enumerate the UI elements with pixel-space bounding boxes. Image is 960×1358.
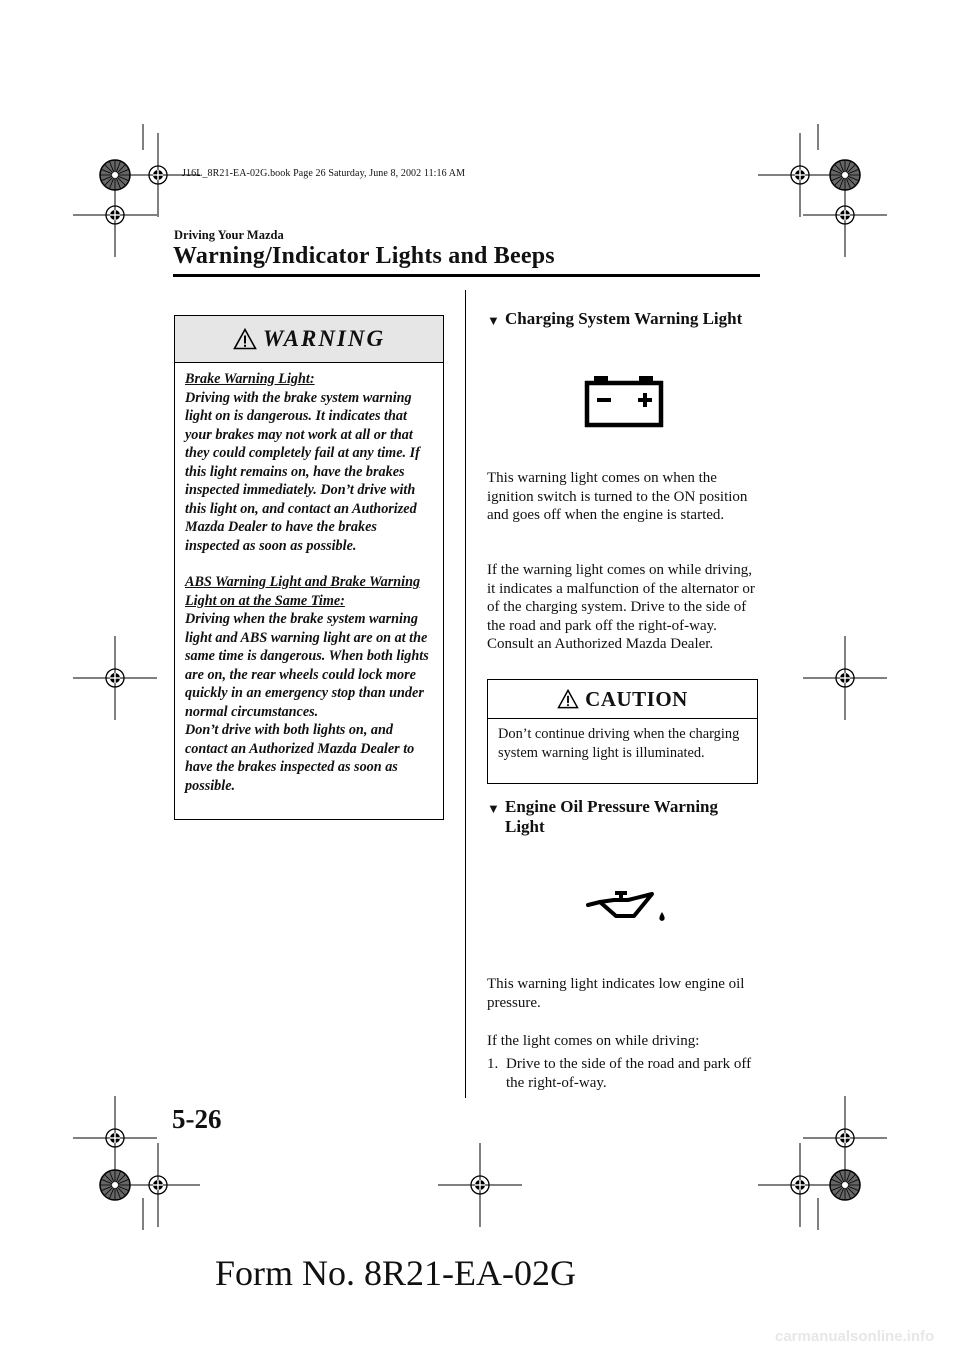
battery-icon xyxy=(584,376,664,428)
charging-paragraph-1: This warning light comes on when the ignition switch is turned to the ON position and goes off when the engine is started. xyxy=(487,470,748,524)
page-title: Warning/Indicator Lights and Beeps xyxy=(173,243,555,269)
page-number: 5-26 xyxy=(172,1104,222,1134)
warning-text-brake: Driving with the brake system warning light on is dangerous. It indicates that your brakes may not work at all or that they could completely fail at any time. If this light remains on, have the brakes inspected immediately. Don’t drive with this light on, and contact an Authorized Mazda Dealer to have the brakes inspected as soon as possible. xyxy=(185,389,420,554)
section-triangle-icon: ▼ xyxy=(487,313,500,328)
oil-can-icon xyxy=(586,890,670,926)
oil-step-1 xyxy=(487,1055,762,1092)
book-file-info: J16L_8R21-EA-02G.book Page 26 Saturday, June 8, 2002 11:16 AM xyxy=(182,168,466,179)
warning-text-contact: Don’t drive with both lights on, and contact an Authorized Mazda Dealer to have the brakes inspected as soon as possible. xyxy=(185,722,415,794)
column-divider xyxy=(465,290,466,1098)
warning-subheading-brake: Brake Warning Light: xyxy=(185,371,315,387)
warning-label: WARNING xyxy=(262,326,386,351)
caution-label: CAUTION xyxy=(585,686,688,711)
warning-subheading-abs: ABS Warning Light and Brake Warning Light on at the Same Time: xyxy=(185,574,421,609)
warning-header xyxy=(175,316,443,363)
warning-body xyxy=(175,363,443,795)
caution-box xyxy=(487,679,758,784)
charging-heading-text: Charging System Warning Light xyxy=(505,309,743,328)
charging-heading xyxy=(487,309,762,331)
oil-paragraph-1: This warning light indicates low engine oil pressure. xyxy=(487,976,745,1011)
exclamation-triangle-icon xyxy=(557,689,579,709)
warning-box xyxy=(174,315,444,820)
title-divider xyxy=(173,274,760,277)
oil-heading-line2: Light xyxy=(505,817,545,836)
oil-heading xyxy=(487,797,762,837)
exclamation-triangle-icon xyxy=(233,328,257,350)
oil-heading-line1: Engine Oil Pressure Warning xyxy=(505,797,719,816)
warning-text-abs: Driving when the brake system warning light and ABS warning light are on at the same time is dangerous. When both lights are on, the rear wheels could lock more quickly in an emergency stop than under normal circumstances. xyxy=(185,611,429,720)
caution-text: Don’t continue driving when the charging system warning light is illuminated. xyxy=(498,726,740,761)
form-number: Form No. 8R21-EA-02G xyxy=(215,1253,576,1293)
step-number: 1. xyxy=(487,1056,499,1072)
watermark: carmanualsonline.info xyxy=(775,1328,935,1345)
step-text: Drive to the side of the road and park off the right-of-way. xyxy=(506,1056,752,1091)
section-label: Driving Your Mazda xyxy=(174,228,284,242)
section-triangle-icon: ▼ xyxy=(487,801,500,816)
oil-paragraph-2: If the light comes on while driving: xyxy=(487,1033,700,1049)
caution-header xyxy=(488,680,757,719)
charging-paragraph-2: If the warning light comes on while driving, it indicates a malfunction of the alternator or of the charging system. Drive to the side of the road and park off the right-of-way. Consult an Authorized Mazda Dealer. xyxy=(487,562,755,653)
